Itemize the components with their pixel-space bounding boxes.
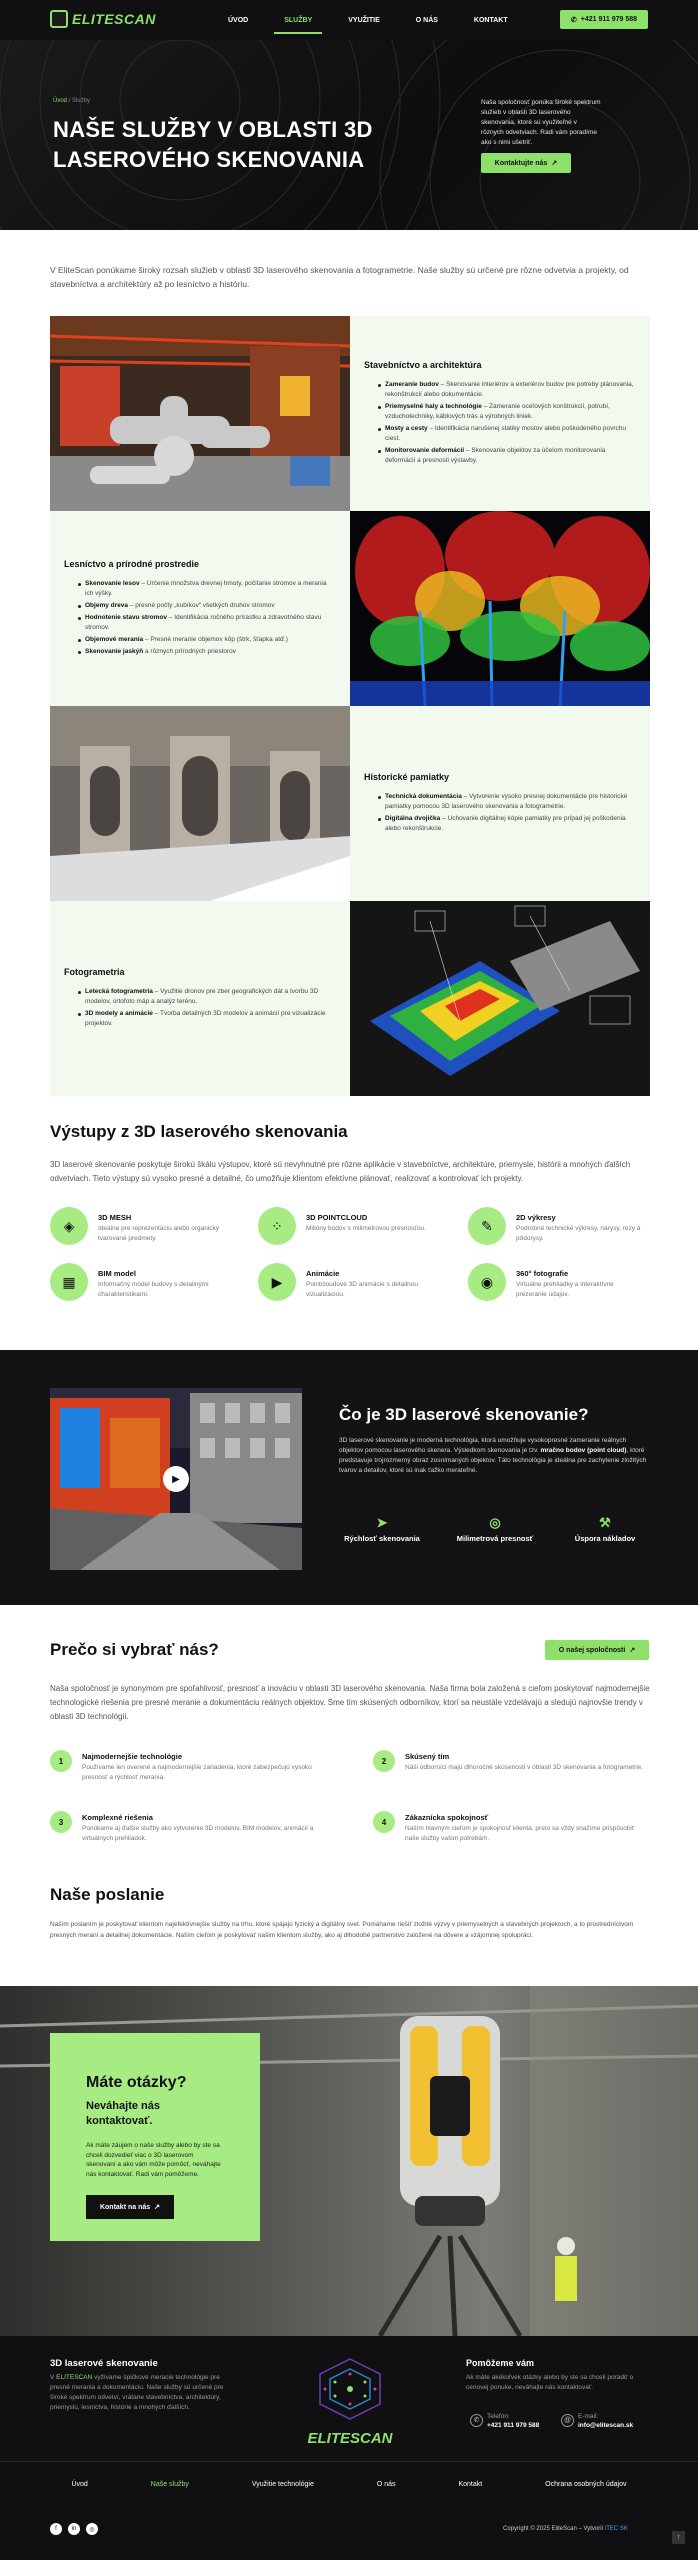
scroll-top-icon[interactable]: ↑ <box>672 2531 685 2544</box>
copyright: Copyright © 2025 EliteScan – Vytvoril ITEC SK <box>503 2526 628 2532</box>
service-forestry <box>50 511 650 706</box>
service-forestry-text <box>50 511 350 706</box>
contact-us-button[interactable] <box>86 2195 174 2219</box>
logo-cube-icon <box>290 2354 410 2424</box>
output-mesh <box>50 1207 225 1257</box>
cta-text: Ak máte záujem o naše služby alebo by ste sa chceli dozvedieť viac o 3D laserovom skenovaní a ako vám môže pomôcť, neváhajte nás kontaktovať. Radi vám pomôžeme. <box>86 2142 221 2178</box>
number-badge: 2 <box>373 1750 395 1772</box>
output-title: BIM model <box>98 1269 136 1278</box>
list-item: Mosty a cesty – Identifikácia narušenej statiky mostov alebo poškodeného povrchu ciest. <box>378 424 636 444</box>
footer-nav <box>0 2481 698 2488</box>
service-photogrammetry-text <box>50 901 350 1096</box>
precision-icon: ◎ <box>489 1515 501 1530</box>
construction-scan-image <box>50 316 350 511</box>
nav-contact[interactable]: KONTAKT <box>473 16 508 24</box>
feature-savings: ⚒ Úspora nákladov <box>555 1515 655 1543</box>
nav-about[interactable]: O NÁS <box>415 16 438 24</box>
hero-section <box>0 40 698 230</box>
service-photogrammetry <box>50 901 650 1096</box>
footer-nav-about[interactable]: O nás <box>376 2481 396 2488</box>
breadcrumb-current: Služby <box>72 98 91 104</box>
list-item: Objemy dreva – presné počty „kubíkov“ všetkých druhov stromov <box>78 601 336 611</box>
why-item-desc: Náši odborníci majú dlhoročné skúsenosti v oblasti 3D skenovania a fotogrametrie. <box>405 1764 644 1771</box>
list-item: Technická dokumentácia – Vytvorenie vysoko presnej dokumentácie pre historické pamiatky pomocou 3D laserového skenovania a fotogrametrie. <box>378 792 636 812</box>
why-item <box>50 1750 330 1795</box>
output-drawings <box>468 1207 643 1257</box>
linkedin-icon[interactable]: in <box>68 2523 80 2535</box>
camera-icon: ◉ <box>468 1263 506 1301</box>
why-item-title: Zákaznícka spokojnosť <box>405 1813 489 1822</box>
footer-text: V ELITESCAN vyžívame špičkové meracie technológie pre presné merania a dokumentáciu. Naše služby sú určené pre široké spektrum odvetví, vrátane stavebníctva, architektúry, priemyslu, lesníctva, histórie a mnohých ďalších. <box>50 2374 224 2411</box>
service-construction <box>50 316 650 511</box>
footer-logo-text: ELITESCAN <box>307 2430 393 2447</box>
output-title: 2D výkresy <box>516 1213 556 1222</box>
phone-number: +421 911 979 588 <box>580 16 638 23</box>
footer-email[interactable]: @ E-mail: info@elitescan.sk <box>578 2412 633 2430</box>
breadcrumb-home[interactable]: Úvod <box>53 98 68 104</box>
email-icon: @ <box>561 2414 574 2427</box>
nav-home[interactable]: ÚVOD <box>228 16 249 24</box>
phone-icon: ✆ <box>570 16 577 24</box>
service-construction-text <box>350 316 650 511</box>
arrow-icon: ↗ <box>154 2204 161 2211</box>
hero-contact-button[interactable] <box>481 153 571 173</box>
video-thumbnail[interactable] <box>50 1388 302 1570</box>
mesh-icon: ◈ <box>50 1207 88 1245</box>
service-title: Stavebníctvo a architektúra <box>364 359 482 370</box>
list-item: Skenovanie lesov – Určenie množstva drevnej hmoty, počítanie stromov a merania ich výšky. <box>78 579 336 599</box>
play-icon[interactable]: ▶ <box>163 1466 189 1492</box>
speed-icon: ➤ <box>376 1515 388 1530</box>
intro-text: V EliteScan ponúkame široký rozsah služieb v oblasti 3D laserového skenovania a fotogrametrie. Naše služby sú určené pre rôzne odvetvia a projekty, od stavebníctva a architektúry až po lesníctvo a históriu. <box>50 265 629 289</box>
contact-us-label: Kontakt na nás <box>99 2203 151 2211</box>
why-item-desc: Naším hlavným cieľom je spokojnosť klienta, preto sa vždy snažíme prispôsobiť naše služby vašim potrebám. <box>405 1825 635 1842</box>
output-pointcloud <box>258 1207 433 1257</box>
outputs-description: 3D laserové skenovanie poskytuje širokú škálu výstupov, ktoré sú nevyhnutné pre rôzne aplikácie v stavebníctve, architektúre, priemysle, histórii a mnohých ďalších odvetviach. Tieto výstupy sú vysoko presné a detailné, čo umožňuje klientom efektívne plánovať, realizovať a kontrolovať ich projekty. <box>50 1160 631 1183</box>
output-title: 360° fotografie <box>516 1269 569 1278</box>
list-item: Skenovanie jaskýň a rôznych prírodných priestorov <box>78 647 336 657</box>
list-item: Digitálna dvojička – Uchovanie digitálnej kópie pamiatky pre prípad jej poškodenia alebo rekonštrukcie. <box>378 814 636 834</box>
feature-speed: ➤ Rýchlosť skenovania <box>332 1515 432 1543</box>
cta-title: Máte otázky? <box>86 2074 187 2091</box>
why-item <box>373 1750 653 1795</box>
output-title: 3D POINTCLOUD <box>306 1213 368 1222</box>
section-title: Čo je 3D laserové skenovanie? <box>339 1405 589 1424</box>
phone-icon: ✆ <box>470 2414 483 2427</box>
output-animation <box>258 1263 433 1313</box>
output-desc: Virtuálne prehliadky a interaktívne prezeranie údajov. <box>516 1281 614 1298</box>
footer-help-title: Pomôžeme vám <box>466 2358 535 2368</box>
drawing-icon: ✎ <box>468 1207 506 1245</box>
output-title: Animácie <box>306 1269 340 1278</box>
why-item <box>50 1811 330 1856</box>
pointcloud-icon: ⁘ <box>258 1207 296 1245</box>
savings-icon: ⚒ <box>599 1515 611 1530</box>
why-item-desc: Ponúkame aj ďalšie služby ako vytvorenie 3D modelov, BIM modelov, animácií a virtuálnych prehliadok. <box>82 1825 314 1842</box>
output-title: 3D MESH <box>98 1213 132 1222</box>
forest-scan-image <box>350 511 650 706</box>
list-item: Objemové merania – Presné meranie objemov kôp (štrk, šťapka atď.) <box>78 635 336 645</box>
footer-nav-services[interactable]: Naše služby <box>150 2481 189 2488</box>
number-badge: 3 <box>50 1811 72 1833</box>
breadcrumb-separator: / <box>68 98 71 104</box>
hero-description: Naša spoločnosť ponúka široké spektrum služieb v oblasti 3D laserového skenovania, ktoré sú využiteľné v rôznych odvetviach. Radi vám poradíme ako s nimi ušetriť. <box>481 99 601 146</box>
list-item: Letecká fotogrametria – Využitie dronov pre zber geografických dát a tvorbu 3D modelov, ortofoto máp a analýz terénu. <box>78 987 336 1007</box>
footer <box>0 2336 698 2560</box>
instagram-icon[interactable]: ◎ <box>86 2523 98 2535</box>
bim-icon: ▦ <box>50 1263 88 1301</box>
service-heritage-text <box>350 706 650 901</box>
list-item: 3D modely a animácie – Tvorba detailných 3D modelov a animácií pre vizualizácie projektov. <box>78 1009 336 1029</box>
social-links <box>50 2523 98 2535</box>
page-title: NAŠE SLUŽBY V OBLASTI 3D LASEROVÉHO SKENOVANIA <box>53 117 373 172</box>
cta-subtitle: Neváhajte nás kontaktovať. <box>86 2100 160 2127</box>
footer-nav-home[interactable]: Úvod <box>71 2481 88 2488</box>
footer-nav-usage[interactable]: Využitie technológie <box>251 2481 314 2488</box>
list-item: Hodnotenie stavu stromov – Identifikácia ročného prírastku a zdravotného stavu stromov. <box>78 613 336 633</box>
section-description: 3D laserové skenovanie je moderná technológia, ktorá umožňuje vysokopresné zameranie reálnych objektov pomocou laserového skenera. Výsledkom skenovania je tzv. mračno bodov (point cloud), ktoré predstavuje trojrozmerný obraz zosnímaných objektov. Táto technológia je ideálna pre zachytenie zložitých tvarov a detailov, ktoré sú inak ťažko merateľné. <box>339 1437 647 1474</box>
what-is-scanning-section <box>0 1350 698 1605</box>
service-list <box>64 987 336 1031</box>
output-desc: Informačný model budovy s detailnými charakteristikami. <box>98 1281 209 1298</box>
number-badge: 4 <box>373 1811 395 1833</box>
outputs-title: Výstupy z 3D laserového skenovania <box>50 1122 348 1141</box>
service-title: Lesníctvo a prírodné prostredie <box>64 558 200 569</box>
heritage-scan-image <box>50 706 350 901</box>
mission-title: Naše poslanie <box>50 1885 165 1904</box>
output-bim <box>50 1263 225 1313</box>
output-desc: Ideálne pre reprezentáciu alebo organicky tvarované predmety. <box>98 1225 220 1242</box>
output-desc: Pointcloudové 3D animácie s detailnou vizualizáciou. <box>306 1281 419 1298</box>
main-nav <box>210 0 526 40</box>
photogrammetry-image <box>350 901 650 1096</box>
footer-phone[interactable]: ✆ Telefón: +421 911 979 588 <box>487 2412 539 2430</box>
about-company-label: O našej spoločnosti <box>558 1646 626 1654</box>
footer-help-text: Ak máte akékoľvek otázky alebo by ste sa chceli poradiť o cenovej ponuke, neváhajte nás kontaktovať. <box>466 2374 634 2391</box>
list-item: Priemyselné haly a technológie – Zameranie oceľových konštrukcií, potrubí, vzduchotechniky, káblových trás a výrobných liniek. <box>378 402 636 422</box>
footer-nav-contact[interactable]: Kontakt <box>458 2481 483 2488</box>
service-list <box>64 579 336 659</box>
logo[interactable] <box>50 10 156 28</box>
list-item: Zameranie budov – Skenovanie interiérov a exteriérov budov pre potreby plánovania, rekonštrukcií alebo dokumentácie. <box>378 380 636 400</box>
logo-icon <box>50 10 68 28</box>
nav-services[interactable]: SLUŽBY <box>266 0 330 40</box>
footer-logo[interactable] <box>290 2354 410 2449</box>
service-title: Fotogrametria <box>64 966 125 977</box>
why-item-title: Najmodernejšie technológie <box>82 1752 183 1761</box>
list-item: Monitorovanie deformácií – Skenovanie objektov za účelom monitorovania deformácií a presnosti výstavby. <box>378 446 636 466</box>
footer-divider <box>0 2461 698 2462</box>
why-title: Prečo si vybrať nás? <box>50 1640 219 1659</box>
output-desc: Podrobné technické výkresy, nárysy, rezy a pôdorysy. <box>516 1225 641 1242</box>
feature-precision: ◎ Milimetrová presnosť <box>445 1515 545 1543</box>
service-list <box>364 380 636 468</box>
mission-text: Naším poslaním je poskytovať klientom najefektívnejšie služby na trhu, ktoré spájajú fyzický a digitálny svet. Pomáhame riešiť zložité výzvy v priemyselných a stavebných projektoch, a to prostredníctvom presných meraní a detailnej dokumentácie. Naším cieľom je poskytovať našim klientom služby, ako aj dlhodobé partnerstvo založené na dôvere a vzájomnej spolupráci. <box>50 1921 634 1939</box>
why-description: Naša spoločnosť je synonymom pre spoľahlivosť, presnosť a inováciu v oblasti 3D laserového skenovania. Naša firma bola založená s cieľom poskytovať najmodernejšie technologické riešenia pre presné meranie a dokumentáciu reálnych objektov. Sme tím skúsených odborníkov, ktorí sa neustále vzdelávajú a sledujú najnovšie trendy v oblasti 3D technológií. <box>50 1684 650 1721</box>
service-title: Historické pamiatky <box>364 771 450 782</box>
author-link[interactable]: ITEC SK <box>604 2526 628 2532</box>
service-list <box>364 792 636 836</box>
output-desc: Milióny bodov s milimetrovou presnosťou. <box>306 1225 426 1232</box>
service-heritage <box>50 706 650 901</box>
output-360 <box>468 1263 643 1313</box>
logo-text: ELITESCAN <box>72 11 156 27</box>
phone-button[interactable] <box>560 10 648 29</box>
about-company-button[interactable] <box>545 1640 649 1660</box>
contact-cta-section <box>0 1986 698 2336</box>
facebook-icon[interactable]: f <box>50 2523 62 2535</box>
why-item-desc: Používame len overené a najmodernejšie zariadenia, ktoré zabezpečujú vysokú presnosť a rýchlosť merania. <box>82 1764 312 1781</box>
nav-usage[interactable]: VYUŽITIE <box>348 16 380 24</box>
arrow-icon: ↗ <box>551 160 558 167</box>
arrow-icon: ↗ <box>629 1647 636 1654</box>
footer-title: 3D laserové skenovanie <box>50 2358 158 2369</box>
footer-nav-privacy[interactable]: Ochrana osobných údajov <box>545 2481 627 2488</box>
number-badge: 1 <box>50 1750 72 1772</box>
why-item-title: Komplexné riešenia <box>82 1813 153 1822</box>
hero-contact-label: Kontaktujte nás <box>494 159 548 167</box>
breadcrumb <box>53 98 90 104</box>
animation-icon: ▶ <box>258 1263 296 1301</box>
contact-cta-box <box>50 2033 260 2241</box>
why-item-title: Skúsený tím <box>405 1752 450 1761</box>
top-navigation <box>0 0 698 40</box>
why-item <box>373 1811 653 1856</box>
